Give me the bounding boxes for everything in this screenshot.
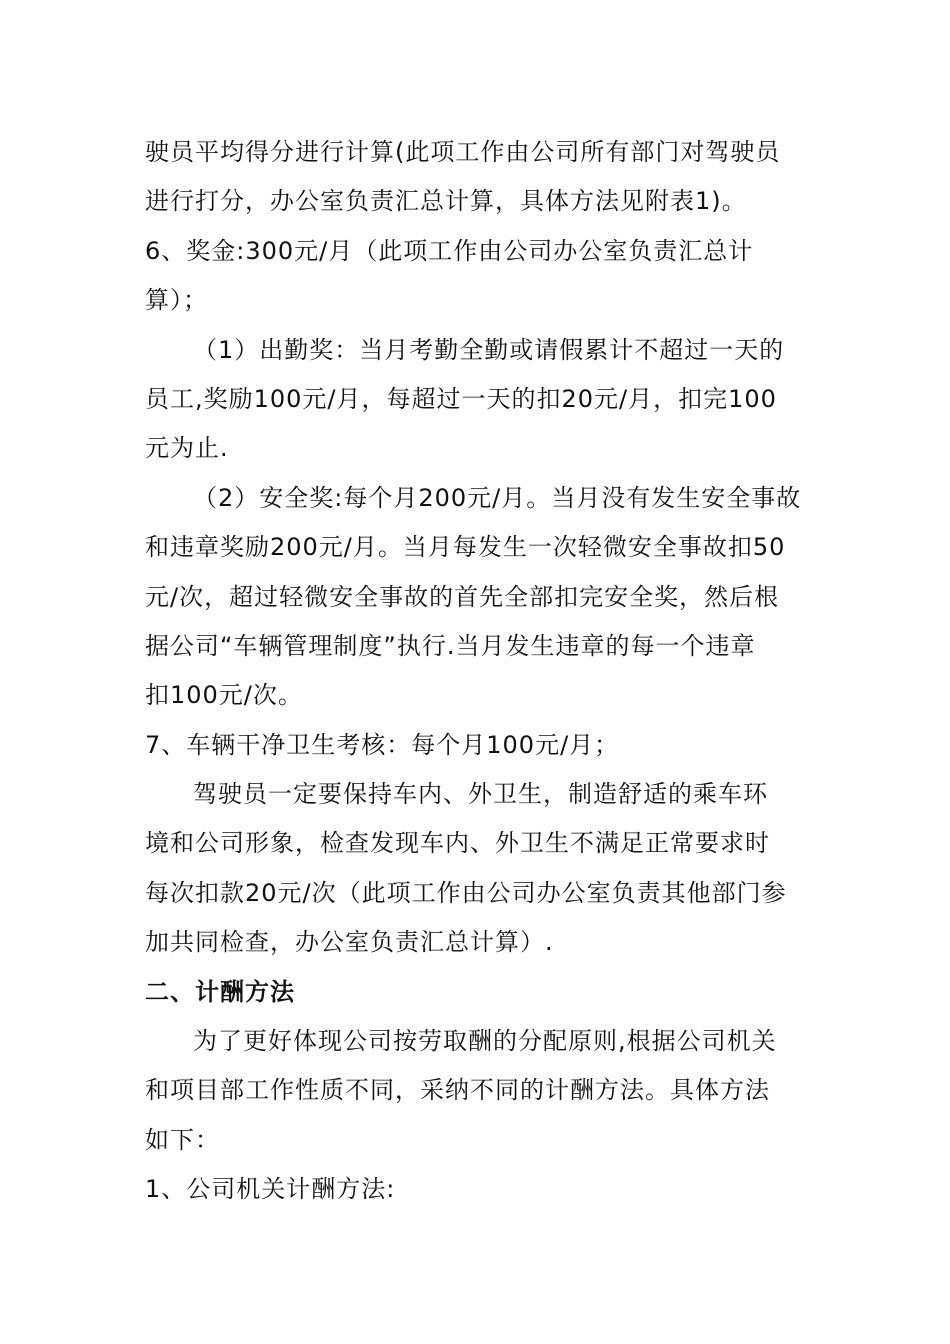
text-line: 扣100元/次。 xyxy=(145,681,303,710)
text-line: 和项目部工作性质不同，采纳不同的计酬方法。具体方法 xyxy=(145,1076,770,1105)
document-body xyxy=(145,128,810,1215)
text-line: 元为止. xyxy=(145,434,229,463)
text-line: 元/次，超过轻微安全事故的首先全部扣完安全奖，然后根 xyxy=(145,582,780,611)
text-line: 每次扣款20元/次（此项工作由公司办公室负责其他部门参 xyxy=(145,878,787,907)
text-line: 算）； xyxy=(145,286,208,315)
text-line: 驶员平均得分进行计算(此项工作由公司所有部门对驾驶员 xyxy=(145,138,781,166)
text-line: （2）安全奖:每个月200元/月。当月没有发生安全事故 xyxy=(193,483,802,512)
text-line: 1、公司机关计酬方法: xyxy=(145,1175,396,1204)
text-line: 境和公司形象，检查发现车内、外卫生不满足正常要求时 xyxy=(145,829,770,858)
text-line: 为了更好体现公司按劳取酬的分配原则,根据公司机关 xyxy=(193,1027,777,1056)
text-line: 6、奖金:300元/月（此项工作由公司办公室负责汇总计 xyxy=(145,236,754,265)
text-line: 和违章奖励200元/月。当月每发生一次轻微安全事故扣50 xyxy=(145,533,786,562)
text-line: 进行打分，办公室负责汇总计算，具体方法见附表1)。 xyxy=(145,187,747,216)
section-heading: 二、计酬方法 xyxy=(145,977,295,1006)
text-line: （1）出勤奖：当月考勤全勤或请假累计不超过一天的 xyxy=(193,335,785,364)
text-line: 员工,奖励100元/月，每超过一天的扣20元/月，扣完100 xyxy=(145,384,777,413)
text-line: 7、车辆干净卫生考核：每个月100元/月； xyxy=(145,730,620,759)
text-line: 驾驶员一定要保持车内、外卫生，制造舒适的乘车环 xyxy=(193,780,768,809)
text-line: 如下： xyxy=(145,1125,220,1154)
text-line: 据公司“车辆管理制度”执行.当月发生违章的每一个违章 xyxy=(145,631,756,660)
text-line: 加共同检查，办公室负责汇总计算）. xyxy=(145,928,554,957)
